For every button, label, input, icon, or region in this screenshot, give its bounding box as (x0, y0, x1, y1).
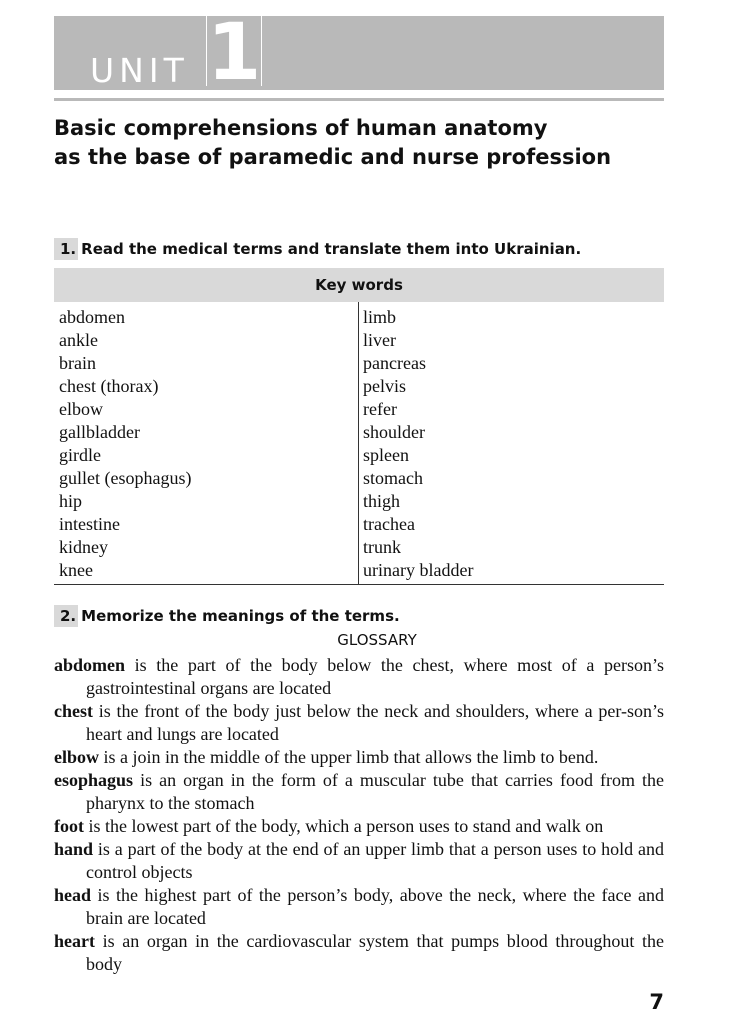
unit-banner (54, 8, 664, 98)
glossary-term: heart (54, 931, 95, 951)
glossary-entry (54, 746, 664, 769)
glossary-term: elbow (54, 747, 99, 767)
column-divider (358, 302, 359, 584)
keyword: chest (thorax) (59, 376, 159, 396)
glossary-term: foot (54, 816, 84, 836)
glossary-entry (54, 700, 664, 746)
glossary-entry (54, 769, 664, 815)
keywords-right-column (363, 306, 473, 582)
header-rule (54, 98, 664, 101)
keyword: ankle (59, 330, 98, 350)
glossary-definition: is a join in the middle of the upper limb that allows the limb to bend. (103, 747, 599, 767)
title-line-2: as the base of paramedic and nurse profession (54, 145, 612, 169)
keyword: thigh (363, 491, 401, 511)
unit-label: UNIT (90, 51, 189, 90)
keyword: trunk (363, 537, 401, 557)
glossary-definition: is the highest part of the person’s body, above the neck, where the face and brain are located (86, 885, 665, 928)
keyword: refer (363, 399, 397, 419)
keyword: stomach (363, 468, 423, 488)
keywords-table (54, 268, 664, 585)
task-2-text: Memorize the meanings of the terms. (81, 607, 400, 625)
keyword: knee (59, 560, 93, 580)
glossary-definition: is a part of the body at the end of an upper limb that a person uses to hold and control objects (86, 839, 664, 882)
glossary-term: hand (54, 839, 94, 859)
keyword: gallbladder (59, 422, 140, 442)
title-line-1: Basic comprehensions of human anatomy (54, 116, 548, 140)
keyword: girdle (59, 445, 101, 465)
glossary-definition: is an organ in the form of a muscular tube that carries food from the pharynx to the stomach (86, 770, 664, 813)
glossary-term: abdomen (54, 655, 126, 675)
glossary-definition: is the front of the body just below the neck and shoulders, where a per-son’s heart and lungs are located (86, 701, 664, 744)
keyword: spleen (363, 445, 409, 465)
keyword: elbow (59, 399, 103, 419)
glossary-entry (54, 654, 664, 700)
keyword: liver (363, 330, 396, 350)
keyword: urinary bladder (363, 560, 474, 580)
keywords-columns (54, 302, 664, 584)
glossary-term: esophagus (54, 770, 134, 790)
glossary-entry (54, 815, 664, 838)
glossary-entry (54, 884, 664, 930)
keyword: shoulder (363, 422, 425, 442)
keyword: pancreas (363, 353, 426, 373)
keywords-heading: Key words (54, 268, 664, 302)
glossary-term: chest (54, 701, 93, 721)
keyword: trachea (363, 514, 415, 534)
glossary (54, 654, 664, 976)
task-2-number: 2. (54, 605, 78, 627)
glossary-entry (54, 838, 664, 884)
keyword: abdomen (59, 307, 125, 327)
glossary-entry (54, 930, 664, 976)
keyword: intestine (59, 514, 120, 534)
glossary-heading: GLOSSARY (337, 631, 417, 649)
glossary-term: head (54, 885, 92, 905)
task-1 (54, 238, 581, 260)
keyword: kidney (59, 537, 108, 557)
glossary-definition: is the part of the body below the chest, where most of a person’s gastrointestinal organs are located (86, 655, 665, 698)
unit-number: 1 (207, 8, 262, 98)
keyword: limb (363, 307, 397, 327)
glossary-definition: is the lowest part of the body, which a person uses to stand and walk on (88, 816, 604, 836)
keyword: gullet (esophagus) (59, 468, 192, 488)
task-1-text: Read the medical terms and translate them into Ukrainian. (81, 240, 582, 258)
glossary-definition: is an organ in the cardiovascular system that pumps blood throughout the body (86, 931, 664, 974)
keyword: brain (59, 353, 96, 373)
page-title (54, 114, 674, 172)
task-1-number: 1. (54, 238, 78, 260)
keywords-left-column (59, 306, 191, 582)
task-2 (54, 605, 400, 627)
keyword: pelvis (363, 376, 406, 396)
page-number: 7 (649, 990, 664, 1014)
keyword: hip (59, 491, 83, 511)
